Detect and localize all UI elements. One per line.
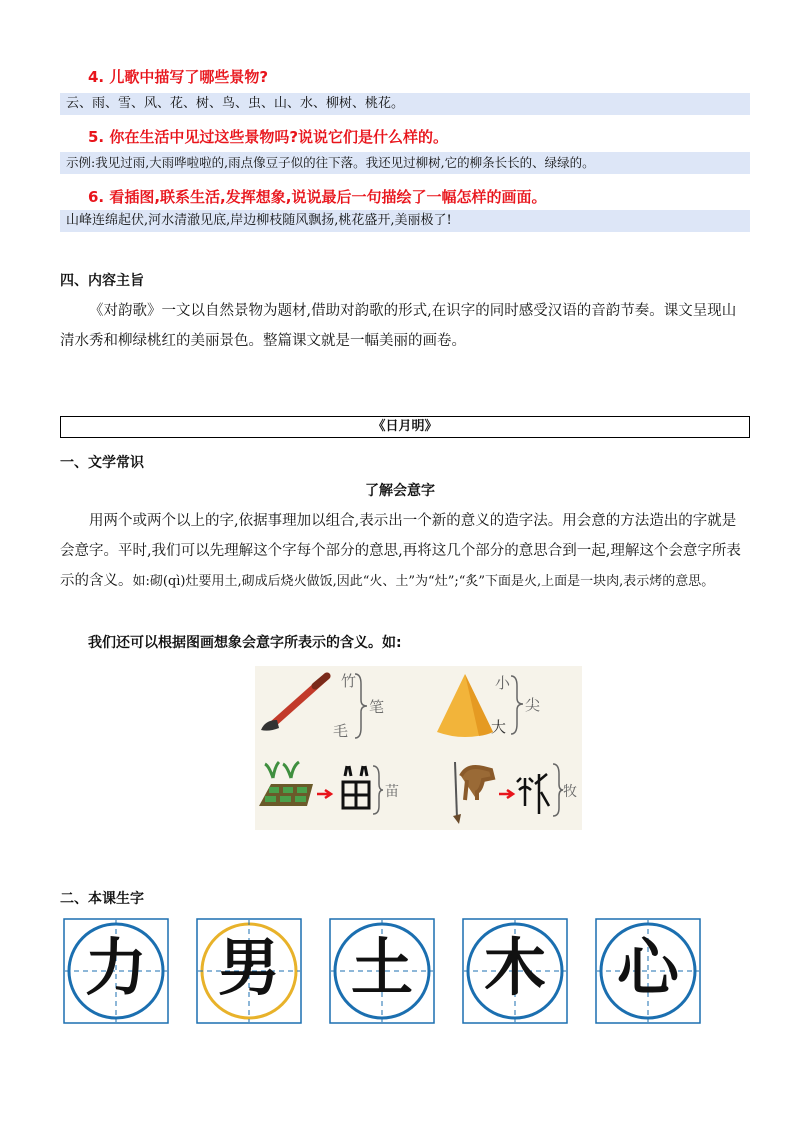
char-cell bbox=[462, 918, 568, 1024]
section-4-text: 《对韵歌》一文以自然景物为题材,借助对韵歌的形式,在识字的同时感受汉语的音韵节奏。课文呈现山清水秀和柳绿桃红的美丽景色。整篇课文就是一幅美丽的画卷。 bbox=[60, 303, 737, 349]
mu-oracle-glyph bbox=[517, 774, 549, 814]
section-1-definition: 用两个或两个以上的字,依据事理加以组合,表示出一个新的意义的造字法。用会意的方法造出的字就是会意字。平时,我们可以先理解这个字每个部分的意思,再将这几个部分的意思合到一起,理解这个会意字所表示的含义。 bbox=[60, 513, 741, 589]
arrow-icon bbox=[499, 790, 513, 798]
herding-picture bbox=[453, 762, 493, 824]
char-tu: 土 bbox=[350, 931, 413, 1004]
bi-bottom-char: 毛 bbox=[333, 722, 349, 740]
new-characters-grid bbox=[63, 918, 703, 1024]
char-mu: 木 bbox=[483, 931, 546, 1004]
miao-brace bbox=[373, 766, 383, 814]
bi-top-char: 竹 bbox=[341, 672, 357, 690]
char-cell bbox=[595, 918, 701, 1024]
huiyi-illustration bbox=[255, 666, 582, 830]
bi-brace bbox=[355, 674, 367, 738]
answer-4: 云、雨、雪、风、花、树、鸟、虫、山、水、柳树、桃花。 bbox=[60, 93, 750, 115]
answer-6: 山峰连绵起伏,河水清澈见底,岸边柳枝随风飘扬,桃花盛开,美丽极了! bbox=[60, 210, 750, 232]
section-1-bold-line: 我们还可以根据图画想象会意字所表示的含义。如: bbox=[88, 635, 402, 651]
section-2-heading: 二、本课生字 bbox=[60, 891, 144, 907]
char-xin: 心 bbox=[616, 931, 679, 1004]
field-picture bbox=[259, 762, 313, 806]
miao-oracle-glyph bbox=[343, 766, 369, 808]
char-cell bbox=[63, 918, 169, 1024]
answer-5: 示例:我见过雨,大雨哗啦啦的,雨点像豆子似的往下落。我还见过柳树,它的柳条长长的、绿绿的。 bbox=[60, 152, 750, 174]
cone-picture bbox=[437, 674, 493, 737]
char-cell bbox=[329, 918, 435, 1024]
arrow-icon bbox=[317, 790, 331, 798]
section-1-text bbox=[60, 506, 750, 597]
jian-brace bbox=[511, 676, 523, 734]
question-5: 5. 你在生活中见过这些景物吗?说说它们是什么样的。 bbox=[88, 128, 449, 146]
section-4-heading: 四、内容主旨 bbox=[60, 273, 144, 289]
jian-top-char: 小 bbox=[495, 674, 511, 692]
question-4: 4. 儿歌中描写了哪些景物? bbox=[88, 68, 269, 86]
bi-result-char: 笔 bbox=[369, 698, 385, 716]
mu-result-char: 牧 bbox=[563, 784, 577, 800]
char-nan: 男 bbox=[217, 931, 280, 1004]
question-6: 6. 看插图,联系生活,发挥想象,说说最后一句描绘了一幅怎样的画面。 bbox=[88, 188, 547, 206]
section-1-example: 如:砌(qì)灶要用土,砌成后烧火做饭,因此“火、土”为“灶”;“炙”下面是火,上面是一块肉,表示烤的意思。 bbox=[132, 574, 715, 589]
char-li: 力 bbox=[84, 931, 147, 1004]
char-cell bbox=[196, 918, 302, 1024]
jian-bottom-char: 大 bbox=[491, 718, 507, 736]
section-1-subtitle: 了解会意字 bbox=[365, 483, 435, 499]
lesson-title: 《日月明》 bbox=[60, 416, 750, 438]
miao-result-char: 苗 bbox=[385, 784, 399, 800]
brush-picture bbox=[261, 676, 327, 731]
mu-brace bbox=[553, 764, 563, 816]
jian-result-char: 尖 bbox=[525, 696, 541, 714]
section-1-heading: 一、文学常识 bbox=[60, 455, 144, 471]
